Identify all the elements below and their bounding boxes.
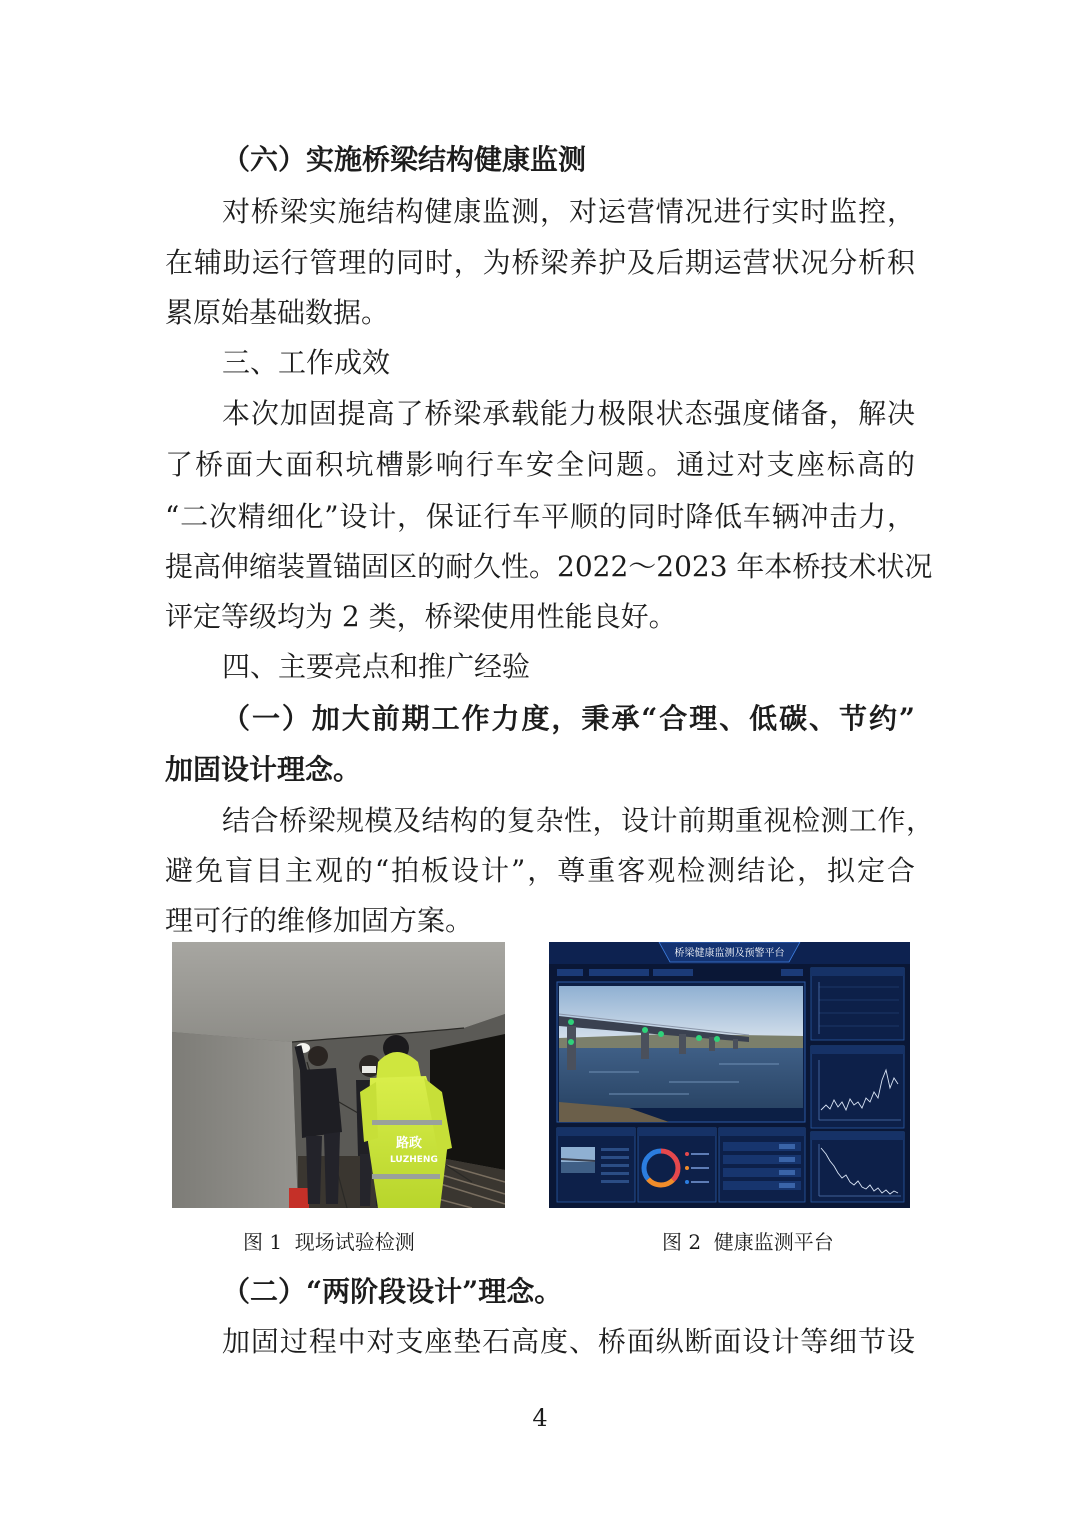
trend-chart-panel-top	[811, 1046, 904, 1128]
paragraph-line: 在辅助运行管理的同时，为桥梁养护及后期运营状况分析积	[165, 246, 915, 279]
sensor-list-panel	[811, 968, 904, 1040]
river-water	[559, 1048, 803, 1108]
red-bucket	[289, 1188, 309, 1208]
trend-chart-panel-bottom	[811, 1132, 904, 1202]
page-number: 4	[532, 1404, 548, 1432]
paragraph-line: 理可行的维修加固方案。	[165, 904, 474, 937]
paragraph-line: “二次精细化”设计，保证行车平顺的同时降低车辆冲击力，	[165, 500, 915, 533]
jacket-logo-cn: 路政	[396, 1136, 423, 1151]
section-heading-4: 四、主要亮点和推广经验	[222, 650, 531, 683]
reflective-stripe	[372, 1174, 440, 1179]
paragraph-line: 加固过程中对支座垫石高度、桥面纵断面设计等细节设	[222, 1325, 915, 1358]
reflective-stripe	[372, 1120, 442, 1125]
paragraph-line: 结合桥梁规模及结构的复杂性，设计前期重视检测工作，	[222, 804, 934, 837]
paragraph-line: 累原始基础数据。	[165, 296, 390, 329]
monitoring-dashboard-illustration	[549, 942, 910, 1208]
figure-1-caption: 图 1 现场试验检测	[243, 1230, 415, 1254]
figure-1-photo	[172, 942, 505, 1208]
alarm-statistics-panel	[638, 1128, 716, 1202]
bridge-video-panel	[557, 982, 805, 1122]
face-mask	[362, 1066, 376, 1073]
paragraph-line: 避免盲目主观的“拍板设计”，尊重客观检测结论，拟定合	[165, 854, 915, 887]
section-heading-3: 三、工作成效	[222, 346, 391, 379]
subsection-heading-4-1-cont: 加固设计理念。	[165, 753, 362, 786]
figure-2-caption: 图 2 健康监测平台	[662, 1230, 834, 1254]
subsection-heading-4-1: （一）加大前期工作力度，秉承“合理、低碳、节约”	[222, 702, 915, 735]
ceiling	[172, 942, 505, 1042]
event-list-panel	[719, 1128, 805, 1202]
paragraph-line: 对桥梁实施结构健康监测，对运营情况进行实时监控，	[222, 195, 915, 228]
figure-2-platform	[549, 942, 910, 1208]
left-wall	[172, 1032, 298, 1208]
paragraph-line: 了桥面大面积坑槽影响行车安全问题。通过对支座标高的	[165, 448, 915, 481]
platform-title: 桥梁健康监测及预警平台	[674, 948, 785, 959]
jacket-logo-en: LUZHENG	[390, 1155, 438, 1165]
section-heading-6: （六）实施桥梁结构健康监测	[222, 143, 587, 176]
paragraph-line: 评定等级均为 2 类，桥梁使用性能良好。	[165, 600, 677, 633]
bridge-info-panel	[557, 1128, 635, 1202]
subsection-heading-4-2: （二）“两阶段设计”理念。	[222, 1275, 563, 1308]
paragraph-line: 提高伸缩装置锚固区的耐久性。2022～2023 年本桥技术状况	[165, 550, 933, 583]
site-inspection-illustration	[172, 942, 505, 1208]
paragraph-line: 本次加固提高了桥梁承载能力极限状态强度储备，解决	[222, 397, 915, 430]
